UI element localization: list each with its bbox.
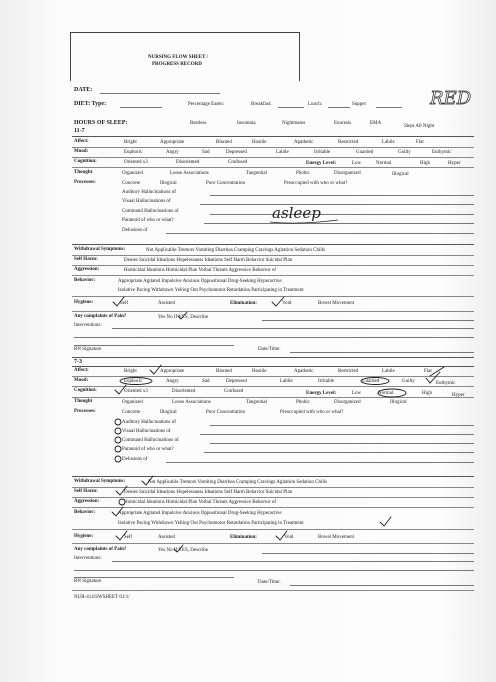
s2-energy-low[interactable]: Low (352, 391, 362, 396)
s1-energy-high[interactable]: High (420, 161, 430, 166)
s2-hygiene-label: Hygiene: (74, 534, 94, 539)
s1-thought-tangential[interactable]: Tangential (246, 171, 268, 176)
s2-affect-appropriate[interactable]: Appropriate (160, 369, 185, 374)
s1-thought-label: Thought (74, 170, 93, 175)
s1-mood-guarded[interactable]: Guarded (356, 150, 374, 155)
s1-aggression-label: Aggression: (74, 267, 100, 272)
sleep-enuresis[interactable]: Enuresis (334, 121, 352, 126)
s2-delusions[interactable]: Delusions of (122, 457, 148, 462)
s2-affect-restricted[interactable]: Restricted (338, 369, 359, 374)
sleep-nightmares[interactable]: Nightmares (282, 121, 306, 126)
s2-elimination-label: Elimination: (230, 535, 257, 540)
s1-elimination-label: Elimination: (230, 301, 257, 306)
s2-selfharm-options[interactable]: Denies Suicidal Ideations Hopelessness Ideations Self Harm Behavior Suicidal Plan (124, 490, 293, 495)
s1-command[interactable]: Command Hallucinations of (122, 209, 179, 214)
shift2-mood-label: Mood: (74, 378, 89, 383)
breakfast-label: Breakfast: (251, 102, 272, 107)
s1-mood-angry[interactable]: Angry (166, 150, 179, 155)
s2-affect-hostile[interactable]: Hostile (252, 369, 267, 374)
s2-thought-loose[interactable]: Loose Associations (172, 400, 211, 405)
shift1-affect-label: Affect: (74, 139, 89, 144)
s2-thought-illogical-a[interactable]: Illogical (390, 400, 407, 405)
s1-energy-normal[interactable]: Normal (376, 161, 392, 166)
s2-thought-preoccupied[interactable]: Preoccupied with who or what? (280, 410, 344, 415)
s1-cog-confused[interactable]: Confused (228, 160, 248, 165)
s2-mood-sad[interactable]: Sad (202, 379, 210, 384)
s1-thought-loose[interactable]: Loose Associations (170, 171, 209, 176)
s2-thought-tangential[interactable]: Tangential (246, 400, 268, 405)
s1-behavior-row2[interactable]: Isolative Pacing Withdrawn Yelling Out Psychomotor Retardation Participating in Treatment (118, 288, 304, 293)
shift2-cognition-label: Cognition: (74, 388, 97, 393)
s1-date-time: Date/Time: (258, 347, 281, 352)
s2-mood-euthymic[interactable]: Euthymic (436, 381, 456, 386)
s2-thought-illogical-b[interactable]: Illogical (160, 410, 177, 415)
s2-pain-label: Any complaints of Pain? (74, 547, 127, 552)
s2-thought-disorganized[interactable]: Disorganized (334, 400, 361, 405)
s2-energy-high[interactable]: High (422, 391, 432, 396)
s2-mood-guarded[interactable]: Guarded (362, 379, 380, 384)
diet-label: DIET: Type: (74, 101, 107, 107)
s2-auditory[interactable]: Auditory Hallucinations of (122, 420, 176, 425)
s1-cog-oriented[interactable]: Oriented x3 (124, 160, 148, 165)
s1-mood-guilty[interactable]: Guilty (398, 150, 411, 155)
sleep-slept-all-night[interactable]: Slept All Night (404, 124, 435, 129)
sleep-restless[interactable]: Restless (190, 121, 207, 126)
s1-affect-bright[interactable]: Bright (124, 140, 137, 145)
s1-energy-low[interactable]: Low (352, 161, 362, 166)
s2-energy-normal[interactable]: Normal (378, 391, 394, 396)
s1-selfharm-options[interactable]: Denies Suicidal Ideations Hopelessness Ideations Self Harm Behavior Suicidal Plan (124, 258, 293, 263)
s1-energy-hyper[interactable]: Hyper (448, 161, 461, 166)
s2-mood-irritable[interactable]: Irritable (318, 379, 335, 384)
s1-affect-hostile[interactable]: Hostile (252, 140, 267, 145)
s2-aggression-label: Aggression: (74, 499, 100, 504)
s1-elim-void[interactable]: Void (282, 301, 292, 306)
s2-cog-disoriented[interactable]: Disoriented (172, 389, 196, 394)
s1-pain-label: Any complaints of Pain? (74, 314, 127, 319)
s2-behavior-row2[interactable]: Isolative Pacing Withdrawn Yelling Out Psychomotor Retardation Participating in Treatment (118, 521, 304, 526)
s2-paranoid[interactable]: Paranoid of who or what? (122, 447, 174, 452)
s1-selfharm-label: Self Harm: (74, 257, 98, 262)
s1-interventions-label: Interventions: (74, 323, 102, 328)
s2-pain-options[interactable]: Yes No If YES, Describe (158, 548, 208, 553)
s2-rn-signature: RN Signature (74, 579, 102, 584)
lunch-label: Lunch: (308, 102, 323, 107)
sleep-insomnia[interactable]: Insomnia (237, 121, 256, 126)
date-label: DATE: (74, 87, 93, 93)
s1-withdrawal-options[interactable]: Not Applicable Tremors Vomiting Diarrhea Cramping Cravings Agitation Sedation Chills (146, 248, 326, 253)
s1-behavior-row1[interactable]: Appropriate Agitated Impulsive Anxious Oppositional Drug-Seeking Hyperactive (118, 279, 282, 284)
s1-thought-illogical-a[interactable]: Illogical (392, 172, 409, 177)
s1-withdrawal-label: Withdrawal Symptoms: (74, 247, 126, 252)
s1-mood-sad[interactable]: Sad (202, 150, 210, 155)
s1-thought-concrete[interactable]: Concrete (122, 181, 141, 186)
s2-thought-phobic[interactable]: Phobic (296, 400, 310, 405)
s1-mood-irritable[interactable]: Irritable (314, 150, 331, 155)
s2-elim-void[interactable]: Void (284, 535, 294, 540)
s1-mood-labile[interactable]: Labile (276, 150, 289, 155)
s2-interventions-label: Interventions: (74, 556, 102, 561)
percentage-eaten-label: Percentage Eaten: (188, 102, 224, 107)
s1-visual[interactable]: Visual Hallucinations of (122, 199, 171, 204)
s2-affect-labile[interactable]: Labile (382, 369, 395, 374)
s2-mood-euphoric[interactable]: Euphoric (124, 379, 143, 384)
s2-affect-apathetic[interactable]: Apathetic (294, 369, 314, 374)
s2-cog-oriented[interactable]: Oriented x3 (124, 389, 148, 394)
supper-label: Supper (352, 102, 367, 107)
s1-affect-restricted[interactable]: Restricted (338, 140, 359, 145)
s2-affect-flat[interactable]: Flat (424, 369, 432, 374)
s2-date-time: Date/Time: (258, 580, 281, 585)
s2-hygiene-assisted[interactable]: Assisted (158, 535, 175, 540)
shift2-affect-label: Affect: (74, 368, 89, 373)
s2-thought-poor-conc[interactable]: Poor Concentration (206, 410, 246, 415)
s1-thought-illogical-b[interactable]: Illogical (160, 181, 177, 186)
form-title-line2: PROGRESS RECORD (152, 62, 202, 67)
shift1-label: 11-7 (74, 128, 85, 134)
s2-command[interactable]: Command Hallucinations of (122, 438, 179, 443)
shift2-label: 7-3 (74, 359, 82, 365)
s1-affect-apathetic[interactable]: Apathetic (294, 140, 314, 145)
s1-thought-disorganized[interactable]: Disorganized (334, 171, 361, 176)
s2-energy-label: Energy Level: (306, 391, 337, 396)
shift1-cognition-label: Cognition: (74, 159, 97, 164)
s1-mood-euphoric[interactable]: Euphoric (124, 150, 143, 155)
s1-cog-disoriented[interactable]: Disoriented (176, 160, 200, 165)
s1-affect-blunted[interactable]: Blunted (216, 140, 232, 145)
s1-processes-label: Processes: (74, 180, 96, 185)
s2-mood-angry[interactable]: Angry (166, 379, 179, 384)
s1-elim-bowel[interactable]: Bowel Movement (318, 301, 354, 306)
svg-text:asleep: asleep (272, 204, 321, 222)
s2-mood-guilty[interactable]: Guilty (402, 379, 415, 384)
s2-thought-concrete[interactable]: Concrete (122, 410, 141, 415)
s1-thought-phobic[interactable]: Phobic (296, 171, 310, 176)
s1-affect-labile[interactable]: Labile (382, 140, 395, 145)
s2-processes-label: Processes: (74, 409, 96, 414)
s1-hygiene-label: Hygiene: (74, 300, 94, 305)
s1-energy-label: Energy Level: (306, 161, 337, 166)
hours-of-sleep-label: HOURS OF SLEEP: (74, 120, 128, 126)
s1-rn-signature: RN Signature (74, 347, 102, 352)
form-code: NUR-414/SWSHEET 01/1/ (74, 595, 130, 600)
s2-energy-hyper[interactable]: Hyper (452, 393, 465, 398)
s1-behavior-label: Behavior: (74, 278, 96, 283)
sleep-ema[interactable]: EMA (370, 121, 382, 126)
s1-aggression-options[interactable]: Homicidal Ideations Homicidal Plan Verbal Threats Aggressive Behavior of (124, 268, 277, 273)
s2-withdrawal-options[interactable]: Not Applicable Tremors Vomiting Diarrhea Cramping Cravings Agitation Sedation Chills (148, 480, 328, 485)
s2-visual[interactable]: Visual Hallucinations of (122, 429, 171, 434)
s2-thought-label: Thought (74, 399, 93, 404)
s2-aggression-options[interactable]: Homicidal Ideations Homicidal Plan Verbal Threats Aggressive Behavior of (124, 500, 277, 505)
s2-affect-blunted[interactable]: Blunted (216, 369, 232, 374)
s1-thought-organized[interactable]: Organized (122, 171, 143, 176)
s2-behavior-label: Behavior: (74, 510, 96, 515)
s1-hygiene-self[interactable]: Self (120, 301, 129, 306)
s2-mood-labile[interactable]: Labile (280, 379, 293, 384)
s1-auditory[interactable]: Auditory Hallucinations of (122, 190, 176, 195)
s2-cog-confused[interactable]: Confused (224, 389, 244, 394)
s2-selfharm-label: Self Harm: (74, 489, 98, 494)
s2-hygiene-self[interactable]: Self (124, 535, 133, 540)
s2-elim-bowel[interactable]: Bowel Movement (318, 535, 354, 540)
shift1-mood-label: Mood: (74, 149, 89, 154)
s1-thought-preoccupied[interactable]: Preoccupied with who or what? (284, 181, 348, 186)
s1-affect-appropriate[interactable]: Appropriate (160, 140, 185, 145)
s1-mood-euthymic[interactable]: Euthymic (432, 150, 452, 155)
s2-mood-depressed[interactable]: Depressed (226, 379, 247, 384)
s1-pain-options[interactable]: Yes No If YES, Describe (158, 315, 208, 320)
s1-delusions[interactable]: Delusions of (122, 228, 148, 233)
s2-behavior-row1[interactable]: Appropriate Agitated Impulsive Anxious Oppositional Drug-Seeking Hyperactive (118, 511, 282, 516)
s1-affect-flat[interactable]: Flat (416, 140, 424, 145)
s1-paranoid[interactable]: Paranoid of who or what? (122, 218, 174, 223)
svg-text:RED: RED (430, 88, 472, 108)
s2-affect-bright[interactable]: Bright (124, 369, 137, 374)
s2-withdrawal-label: Withdrawal Symptoms: (74, 479, 126, 484)
form-title-line1: NURSING FLOW SHEET / (148, 55, 208, 60)
s1-mood-depressed[interactable]: Depressed (226, 150, 247, 155)
s2-thought-organized[interactable]: Organized (122, 400, 143, 405)
s1-hygiene-assisted[interactable]: Assisted (158, 301, 175, 306)
s1-thought-poor-conc[interactable]: Poor Concentration (206, 181, 246, 186)
